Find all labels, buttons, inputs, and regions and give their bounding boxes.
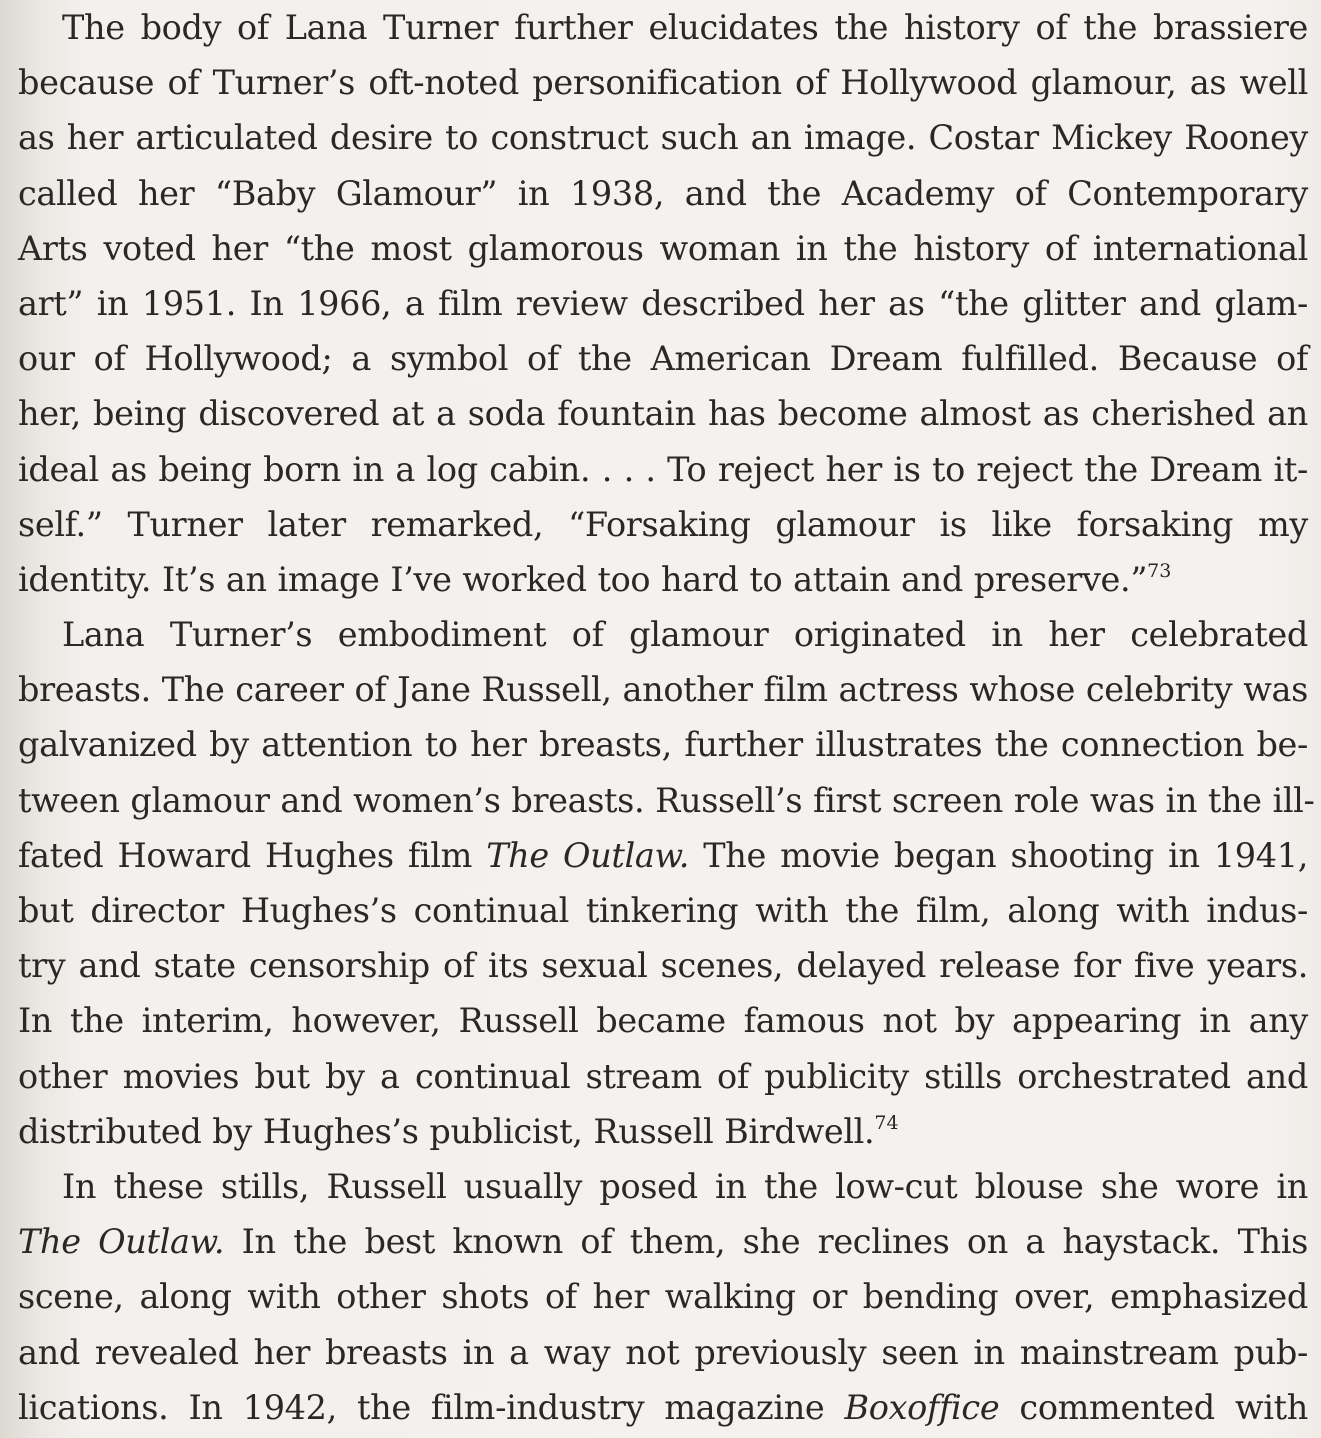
- paragraph-1: [18, 0, 1308, 607]
- text-line: ideal as being born in a log cabin. . . . To reject her is to reject the Dream it-: [18, 449, 1308, 489]
- text-line: In the interim, however, Russell became famous not by appearing in any: [18, 1001, 1308, 1041]
- text-line-content: In the best known of them, she reclines on a haystack. This: [224, 1222, 1308, 1262]
- text-line: [18, 1380, 1308, 1435]
- text-line: breasts. The career of Jane Russell, another film actress whose celebrity was: [18, 670, 1308, 710]
- text-line-content: distributed by Hughes’s publicist, Russell Birdwell.: [18, 1111, 875, 1151]
- text-line: art” in 1951. In 1966, a film review described her as “the glitter and glam-: [18, 283, 1308, 323]
- text-line: In these stills, Russell usually posed in the low-cut blouse she wore in: [62, 1166, 1308, 1206]
- text-line: The body of Lana Turner further elucidates the history of the brassiere: [62, 8, 1308, 47]
- text-line: as her articulated desire to construct such an image. Costar Mickey Rooney: [18, 118, 1308, 158]
- text-line: but director Hughes’s continual tinkering with the film, along with indus-: [18, 891, 1308, 930]
- text-line-content: The movie began shooting in 1941,: [689, 835, 1308, 875]
- text-line: tween glamour and women’s breasts. Russell’s first screen role was in the ill-: [18, 780, 1315, 820]
- text-line: [18, 1104, 1308, 1159]
- magazine-title: Boxoffice: [844, 1387, 1000, 1427]
- text-line: Arts voted her “the most glamorous woman in the history of international: [18, 228, 1308, 268]
- paragraph-3: [18, 1159, 1308, 1435]
- text-line: scene, along with other shots of her walking or bending over, emphasized: [18, 1277, 1308, 1317]
- footnote-reference: 73: [1147, 559, 1172, 582]
- paragraph-2: [18, 607, 1315, 1159]
- text-line: Lana Turner’s embodiment of glamour originated in her celebrated: [62, 615, 1308, 655]
- body-text: [18, 0, 1315, 1435]
- text-line: [18, 552, 1308, 607]
- text-line: called her “Baby Glamour” in 1938, and the Academy of Contemporary: [18, 173, 1308, 213]
- film-title: The Outlaw.: [18, 1222, 225, 1262]
- text-line-content: lications. In 1942, the film-industry magazine: [18, 1387, 845, 1427]
- text-line: self.” Turner later remarked, “Forsaking glamour is like forsaking my: [18, 504, 1308, 544]
- text-line-content: commented with: [999, 1387, 1308, 1427]
- text-line: galvanized by attention to her breasts, further illustrates the connection be-: [18, 725, 1308, 765]
- text-line: other movies but by a continual stream of publicity stills orchestrated and: [18, 1056, 1308, 1096]
- text-line-content: fated Howard Hughes film: [18, 835, 487, 875]
- text-line-content: identity. It’s an image I’ve worked too hard to attain and preserve.”: [18, 559, 1148, 599]
- text-line: her, being discovered at a soda fountain has become almost as cherished an: [18, 394, 1308, 434]
- text-line: [18, 1214, 1308, 1269]
- footnote-reference: 74: [874, 1111, 899, 1134]
- text-line: and revealed her breasts in a way not previously seen in mainstream pub-: [18, 1332, 1308, 1372]
- text-line: [18, 828, 1308, 883]
- film-title: The Outlaw.: [486, 835, 690, 875]
- text-line: because of Turner’s oft-noted personification of Hollywood glamour, as well: [18, 63, 1308, 103]
- text-line: try and state censorship of its sexual scenes, delayed release for five years.: [18, 946, 1308, 986]
- text-line: our of Hollywood; a symbol of the American Dream fulfilled. Because of: [18, 339, 1308, 379]
